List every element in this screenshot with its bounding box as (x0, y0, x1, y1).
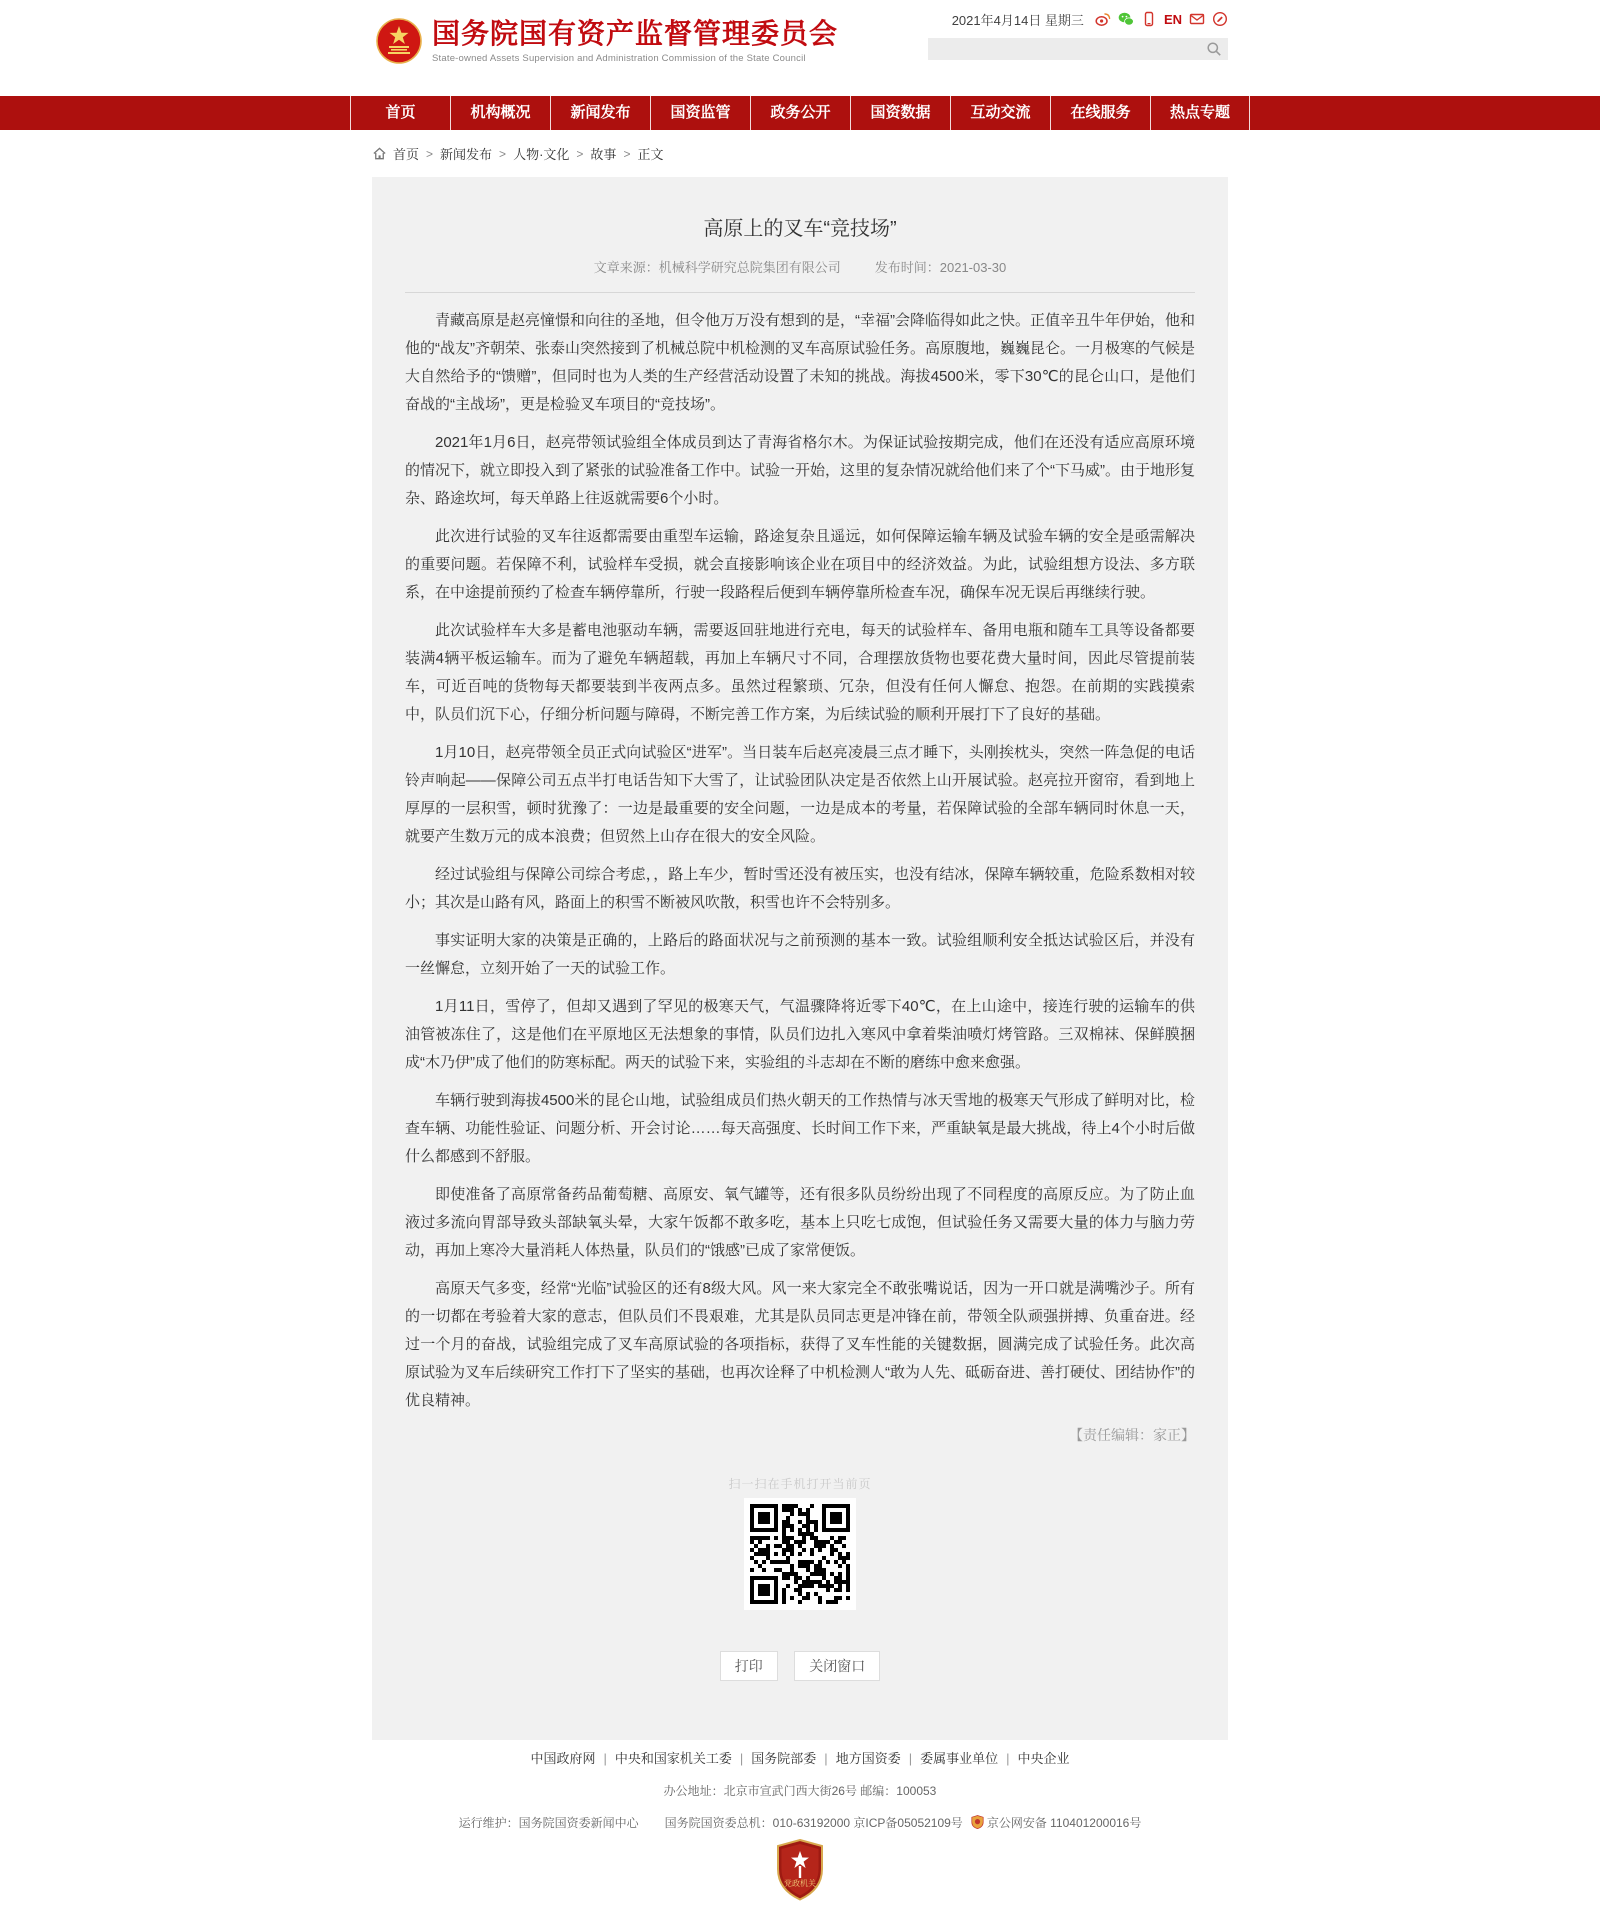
time-label: 发布时间： (874, 260, 940, 275)
qr-code (744, 1498, 856, 1610)
article-title: 高原上的叉车“竞技场” (703, 218, 897, 240)
nav-item-6[interactable]: 国资数据 (850, 96, 950, 130)
footer-maintenance (0, 1814, 1600, 1831)
article-meta (405, 257, 1195, 276)
article-paragraph-7: 事实证明大家的决策是正确的，上路后的路面状况与之前预测的基本一致。试验组顺利安全抵达试验区后，并没有一丝懈怠，立刻开始了一天的试验工作。 (405, 932, 1195, 977)
footer-link-2[interactable]: 中央和国家机关工委 (614, 1751, 732, 1766)
site-subtitle: State-owned Assets Supervision and Administration Commission of the State Council (432, 53, 806, 65)
breadcrumb-separator: > (623, 146, 631, 161)
footer-link-4[interactable]: 地方国资委 (835, 1751, 901, 1766)
article-paragraph-2: 2021年1月6日，赵亮带领试验组全体成员到达了青海省格尔木。为保证试验按期完成，他们在还没有适应高原环境的情况下，就立即投入到了紧张的试验准备工作中。试验一开始，这里的复杂情况就给他们来了个“下马威”。由于地形复杂、路途坎坷，每天单路上往返就需要6个小时。 (405, 434, 1195, 507)
site-title: 国务院国有资产监督管理委员会 (432, 18, 839, 49)
nav-item-5[interactable]: 政务公开 (750, 96, 850, 130)
weibo-icon[interactable] (1095, 11, 1111, 27)
article-paragraph-11: 高原天气多变，经常“光临”试验区的还有8级大风。风一来大家完全不敢张嘴说话，因为一开口就是满嘴沙子。所有的一切都在考验着大家的意志，但队员们不畏艰难，尤其是队员同志更是冲锋在前，带领全队顽强拼搏、负重奋进。经过一个月的奋战，试验组完成了叉车高原试验的各项指标，获得了叉车性能的关键数据，圆满完成了试验任务。此次高原试验为叉车后续研究工作打下了坚实的基础，也再次诠释了中机检测人“敢为人先、砥砺奋进、善打硬仗、团结协作”的优良精神。 (405, 1280, 1195, 1409)
breadcrumb-item-2[interactable]: 新闻发布 (440, 147, 493, 162)
breadcrumb-item-5: 正文 (637, 147, 664, 162)
time-value: 2021-03-30 (939, 260, 1007, 275)
footer-link-3[interactable]: 国务院部委 (751, 1751, 817, 1766)
nav-item-2[interactable]: 机构概况 (450, 96, 550, 130)
site-footer (0, 1740, 1600, 1918)
nav-item-8[interactable]: 在线服务 (1050, 96, 1150, 130)
site-search[interactable] (928, 38, 1228, 60)
article-paragraph-8: 1月11日，雪停了，但却又遇到了罕见的极寒天气，气温骤降将近零下40℃，在上山途中，接连行驶的运输车的供油管被冻住了，这是他们在平原地区无法想象的事情，队员们边扎入寒风中拿着柴油喷灯烤管路。三双棉袜、保鲜膜捆成“木乃伊”成了他们的防寒标配。两天的试验下来，实验组的斗志却在不断的磨练中愈来愈强。 (405, 998, 1195, 1071)
search-icon[interactable] (1206, 41, 1222, 57)
breadcrumb-item-3[interactable]: 人物·文化 (513, 147, 570, 162)
footer-address: 办公地址：北京市宣武门西大街26号 邮编：100053 (663, 1784, 937, 1798)
close-window-button[interactable]: 关闭窗口 (794, 1651, 880, 1681)
print-button[interactable]: 打印 (720, 1651, 778, 1681)
home-icon[interactable] (372, 146, 387, 161)
wechat-icon[interactable] (1118, 11, 1134, 27)
national-emblem-logo (376, 18, 422, 64)
article-paragraph-1: 青藏高原是赵亮憧憬和向往的圣地，但令他万万没有想到的是，“幸福”会降临得如此之快。正值辛丑牛年伊始，他和他的“战友”齐朝荣、张泰山突然接到了机械总院中机检测的叉车高原试验任务。高原腹地，巍巍昆仑。一月极寒的气候是大自然给予的“馈赠”，但同时也为人类的生产经营活动设置了未知的挑战。海拔4500米，零下30℃的昆仑山口，是他们奋战的“主战场”，更是检验叉车项目的“竞技场”。 (405, 312, 1195, 413)
nav-item-4[interactable]: 国资监管 (650, 96, 750, 130)
qr-section (405, 1475, 1195, 1615)
mail-icon[interactable] (1189, 11, 1205, 27)
source-value: 机械科学研究总院集团有限公司 (658, 260, 841, 275)
meta-divider (405, 292, 1195, 293)
footer-link-separator: | (1006, 1751, 1010, 1766)
police-badge-icon (971, 1815, 984, 1829)
article-paragraph-6: 经过试验组与保障公司综合考虑，，路上车少，暂时雪还没有被压实，也没有结冰，保障车辆较重，危险系数相对较小；其次是山路有风，路面上的积雪不断被风吹散，积雪也许不会特别多。 (405, 866, 1195, 911)
editor-line: 【责任编辑：家正】 (1069, 1427, 1195, 1443)
source-label: 文章来源： (593, 260, 659, 275)
article-container (372, 177, 1228, 1740)
footer-link-separator: | (908, 1751, 913, 1766)
search-input[interactable] (934, 38, 1189, 60)
footer-link-separator: | (739, 1751, 744, 1766)
breadcrumb-separator: > (499, 146, 507, 161)
article-paragraph-4: 此次试验样车大多是蓄电池驱动车辆，需要返回驻地进行充电，每天的试验样车、备用电瓶和随车工具等设备都要装满4辆平板运输车。而为了避免车辆超载，再加上车辆尺寸不同，合理摆放货物也要花费大量时间，因此尽管提前装车，可近百吨的货物每天都要装到半夜两点多。虽然过程繁琐、冗杂，但没有任何人懈怠、抱怨。在前期的实践摸索中，队员们沉下心，仔细分析问题与障碍，不断完善工作方案，为后续试验的顺利开展打下了良好的基础。 (405, 622, 1195, 723)
article-paragraph-3: 此次进行试验的叉车往返都需要由重型车运输，路途复杂且遥远，如何保障运输车辆及试验车辆的安全是亟需解决的重要问题。若保障不利，试验样车受损，就会直接影响该企业在项目中的经济效益。为此，试验组想方设法、多方联系，在中途提前预约了检查车辆停靠所，行驶一段路程后便到车辆停靠所检查车况，确保车况无误后再继续行驶。 (405, 528, 1195, 601)
article-paragraph-5: 1月10日，赵亮带领全员正式向试验区“进军”。当日装车后赵亮凌晨三点才睡下，头刚挨枕头，突然一阵急促的电话铃声响起——保障公司五点半打电话告知下大雪了，让试验团队决定是否依然上山开展试验。赵亮拉开窗帘，看到地上厚厚的一层积雪，顿时犹豫了：一边是最重要的安全问题，一边是成本的考量，若保障试验的全部车辆同时休息一天，就要产生数万元的成本浪费；但贸然上山存在很大的安全风险。 (405, 744, 1195, 845)
footer-link-separator: | (603, 1751, 607, 1766)
footer-beian[interactable]: 京公网安备 110401200016号 (986, 1816, 1142, 1830)
footer-link-separator: | (824, 1751, 828, 1766)
nav-item-9[interactable]: 热点专题 (1150, 96, 1250, 130)
nav-item-7[interactable]: 互动交流 (950, 96, 1050, 130)
breadcrumb-separator: > (426, 146, 434, 161)
svg-text:党政机关: 党政机关 (784, 1879, 816, 1888)
action-buttons (405, 1651, 1195, 1681)
breadcrumb (372, 130, 1228, 177)
footer-phone-icp: 国务院国资委总机：010-63192000 京ICP备05052109号 (664, 1816, 963, 1830)
message-icon[interactable] (1212, 11, 1228, 27)
gov-badge (774, 1839, 826, 1906)
footer-links (0, 1748, 1600, 1767)
mobile-icon[interactable] (1141, 11, 1157, 27)
article-paragraph-10: 即使准备了高原常备药品葡萄糖、高原安、氧气罐等，还有很多队员纷纷出现了不同程度的高原反应。为了防止血液过多流向胃部导致头部缺氧头晕，大家午饭都不敢多吃，基本上只吃七成饱，但试验任务又需要大量的体力与脑力劳动，再加上寒冷大量消耗人体热量，队员们的“饿感”已成了家常便饭。 (405, 1186, 1195, 1259)
en-link[interactable]: EN (1163, 11, 1182, 27)
article-body (405, 307, 1195, 1415)
nav-item-3[interactable]: 新闻发布 (550, 96, 650, 130)
breadcrumb-item-1[interactable]: 首页 (393, 147, 420, 162)
footer-link-1[interactable]: 中国政府网 (530, 1751, 596, 1766)
breadcrumb-row (0, 130, 1600, 177)
site-brand[interactable] (376, 18, 838, 64)
header-date: 2021年4月14日 星期三 (951, 12, 1084, 28)
footer-link-6[interactable]: 中央企业 (1017, 1751, 1070, 1766)
footer-link-5[interactable]: 委属事业单位 (920, 1751, 999, 1766)
site-header (0, 0, 1600, 96)
breadcrumb-item-4[interactable]: 故事 (590, 147, 617, 162)
nav-item-1[interactable]: 首页 (350, 96, 450, 130)
article-paragraph-9: 车辆行驶到海拔4500米的昆仑山地，试验组成员们热火朝天的工作热情与冰天雪地的极寒天气形成了鲜明对比，检查车辆、功能性验证、问题分析、开会讨论……每天高强度、长时间工作下来，严重缺氧是最大挑战，待上4个小时后做什么都感到不舒服。 (405, 1092, 1195, 1165)
qr-caption: 扫一扫在手机打开当前页 (728, 1477, 872, 1491)
footer-maintain: 运行维护：国务院国资委新闻中心 (458, 1816, 639, 1830)
breadcrumb-separator: > (576, 146, 584, 161)
main-nav (0, 96, 1600, 130)
